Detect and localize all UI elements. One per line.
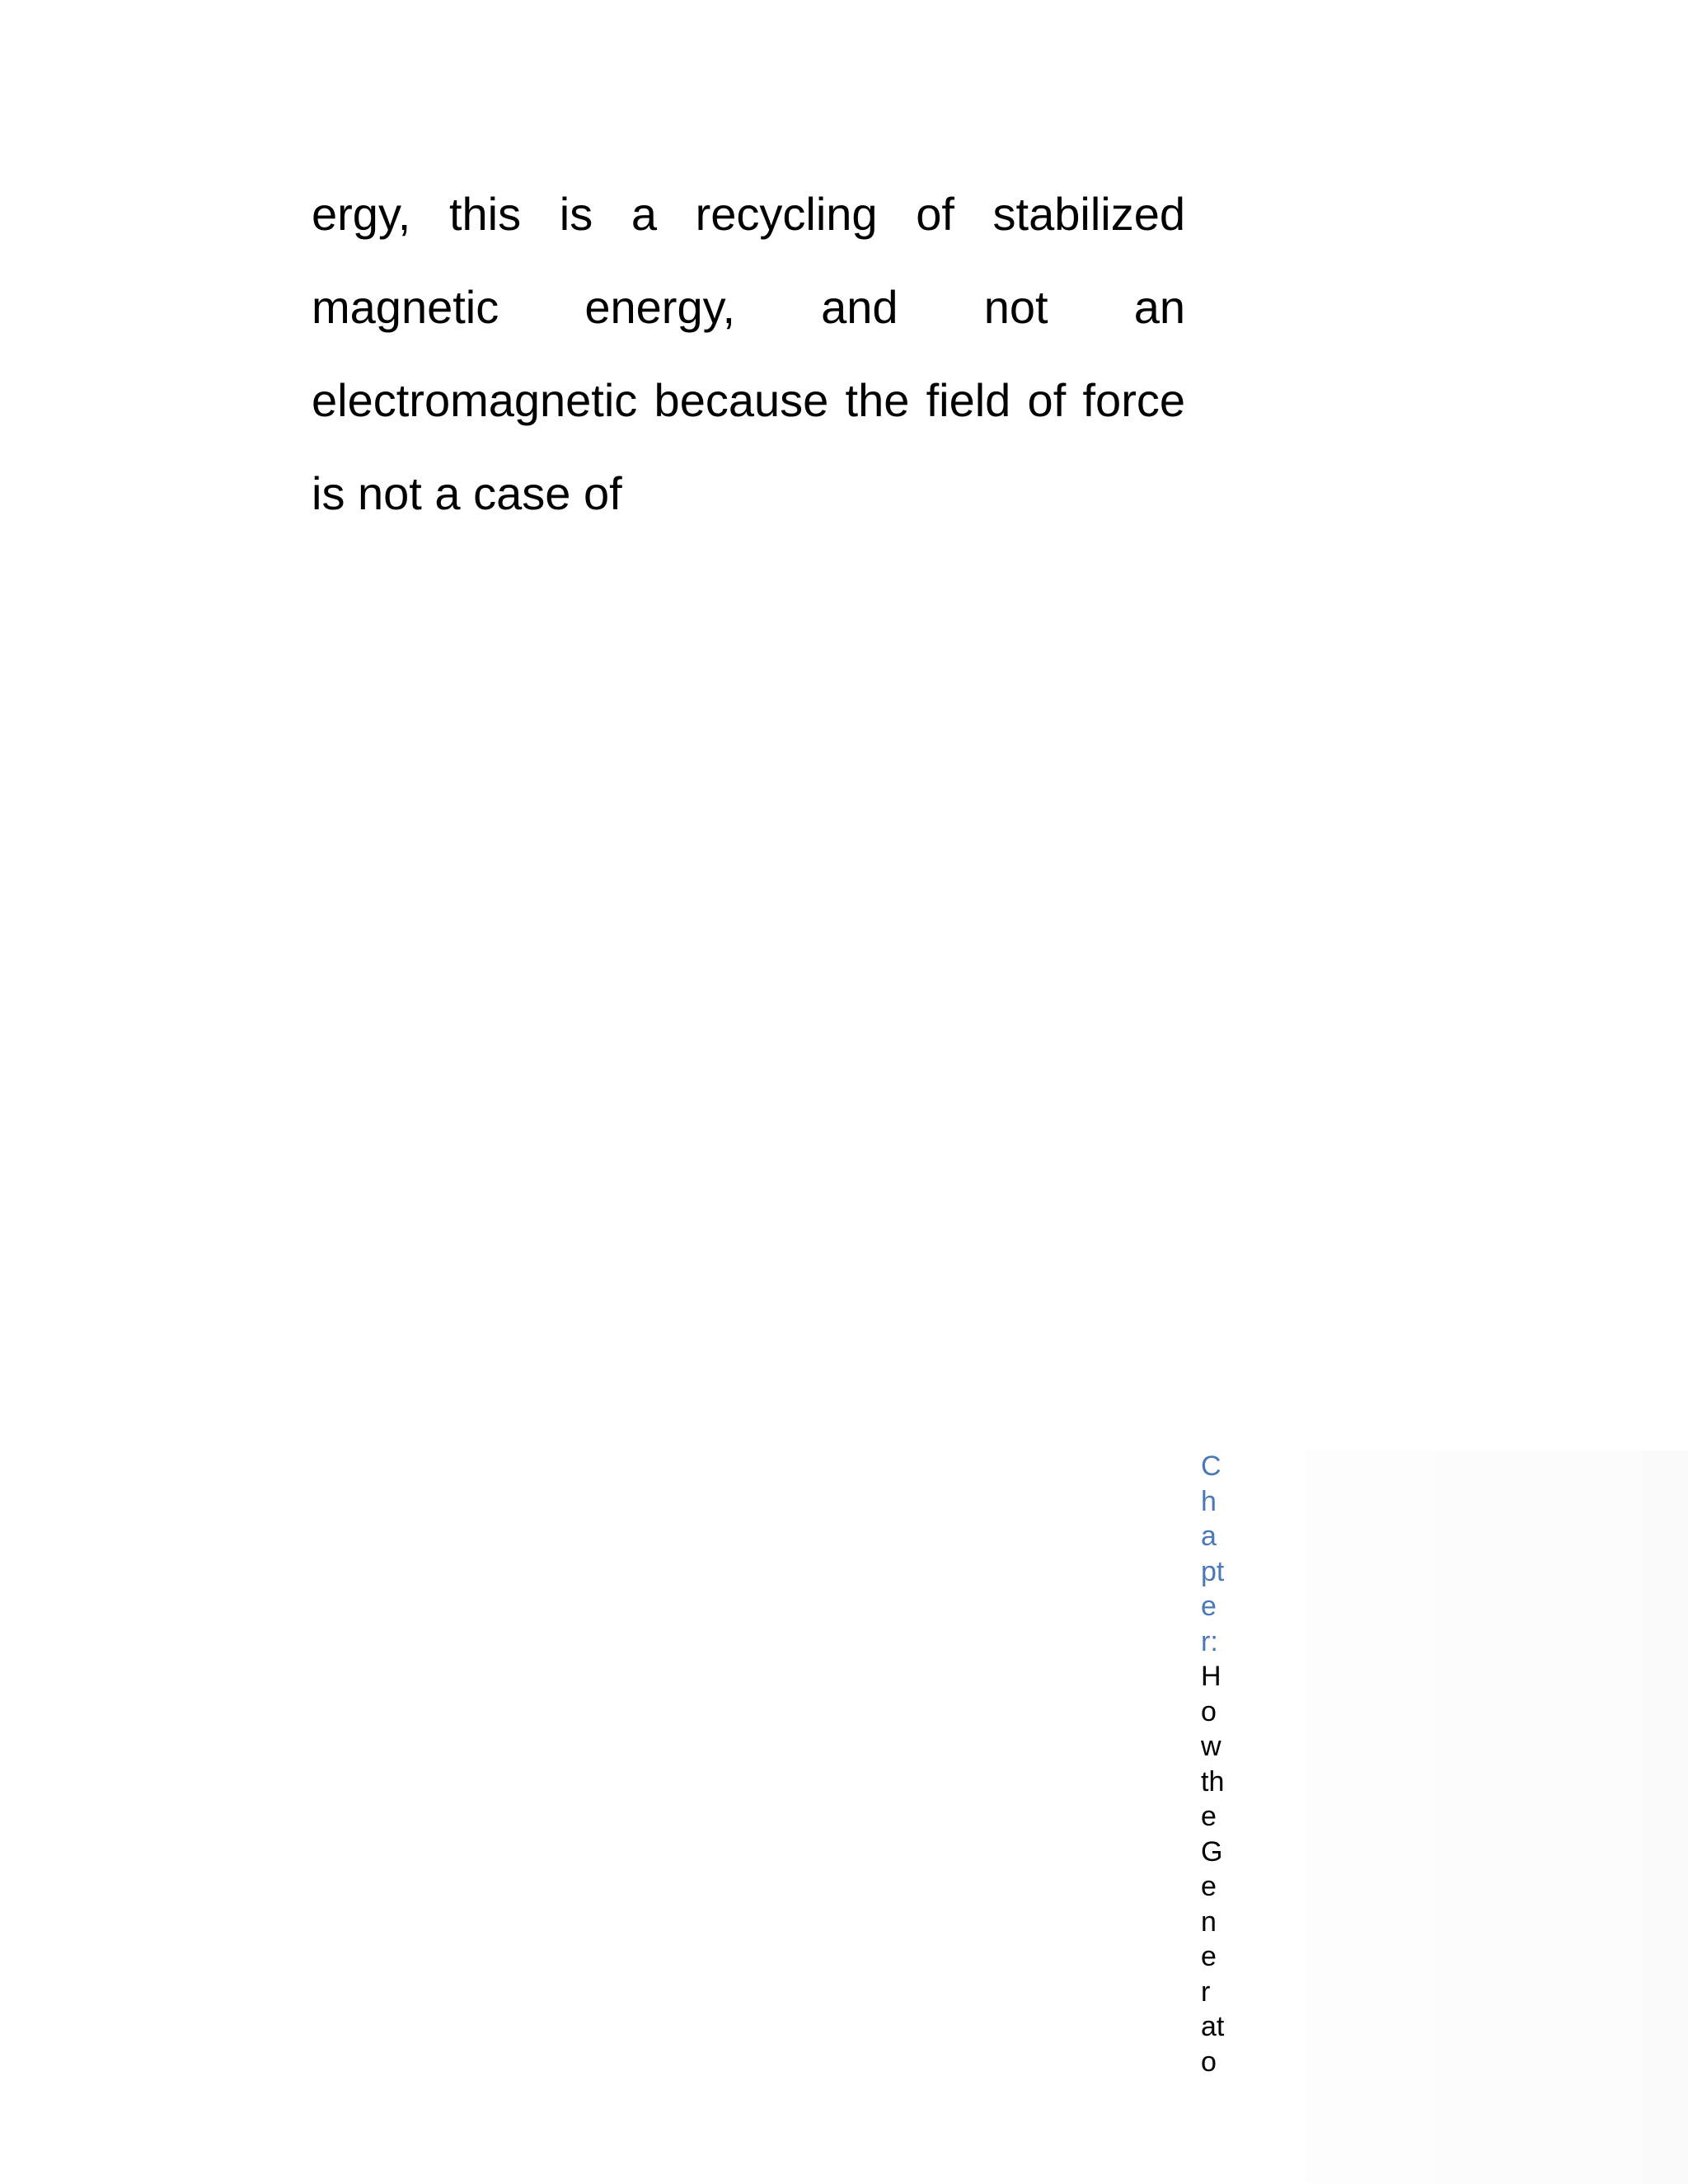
- body-line-4: is not a case of: [312, 467, 622, 519]
- chapter-title-glyph: o: [1201, 1695, 1217, 1727]
- chapter-title-glyph: e: [1201, 1871, 1217, 1902]
- chapter-title-glyph: o: [1201, 2046, 1217, 2078]
- chapter-title-glyph: H: [1201, 1661, 1221, 1692]
- body-paragraph: [312, 188, 1185, 564]
- chapter-title-glyph: r: [1201, 1975, 1211, 2008]
- chapter-label-glyph: e: [1201, 1591, 1217, 1622]
- chapter-title-glyph: e: [1201, 1941, 1217, 1972]
- chapter-title: [1201, 1659, 1234, 2079]
- body-line-3: electromagnetic because the field of force: [312, 374, 1185, 426]
- chapter-title-glyph: w: [1201, 1731, 1221, 1762]
- chapter-label: [1201, 1449, 1234, 1659]
- vertical-chapter-heading: [1201, 1449, 1234, 2079]
- body-line-2: magnetic energy, and not an: [312, 281, 1185, 333]
- chapter-label-glyph: pt: [1201, 1555, 1225, 1587]
- chapter-label-glyph: r:: [1201, 1625, 1218, 1657]
- chapter-title-glyph: n: [1201, 1905, 1217, 1938]
- chapter-label-glyph: h: [1201, 1485, 1217, 1517]
- body-line-1: ergy, this is a recycling of stabilized: [312, 188, 1185, 240]
- chapter-title-glyph: th: [1201, 1765, 1225, 1797]
- chapter-title-glyph: G: [1201, 1835, 1223, 1868]
- chapter-label-glyph: C: [1201, 1451, 1221, 1482]
- margin-shade: [1226, 1451, 1688, 2184]
- chapter-label-glyph: a: [1201, 1521, 1217, 1552]
- chapter-title-glyph: e: [1201, 1801, 1217, 1832]
- chapter-title-glyph: at: [1201, 2011, 1225, 2042]
